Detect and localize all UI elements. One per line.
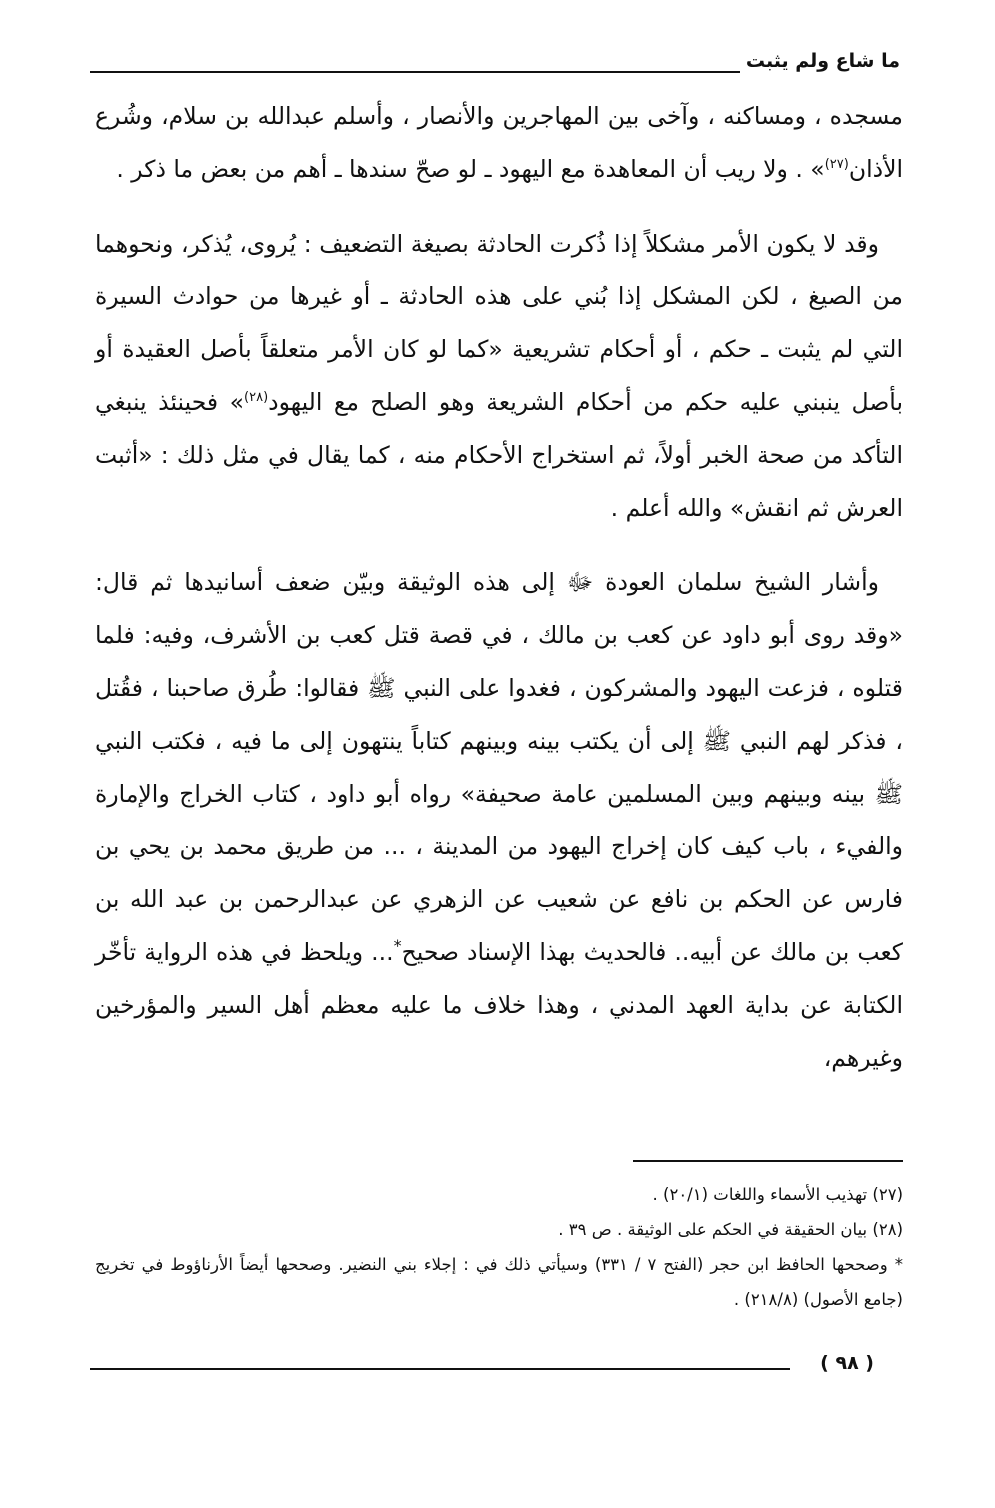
paragraph-1	[95, 90, 903, 196]
footnote-star: * وصححها الحافظ ابن حجر (الفتح ٧ / ٣٣١) وسيأتي ذلك في : إجلاء بني النضير. وصححها أيضاً الأرناؤوط في تخريج (جامع الأصول) (٢١٨/٨) .	[95, 1255, 903, 1309]
page-number: ( ٩٨ )	[820, 1352, 874, 1374]
footnote-separator	[633, 1160, 903, 1162]
footnote-ref-28: (٢٨)	[244, 390, 269, 406]
paragraph-2	[95, 218, 903, 535]
paragraph-3	[95, 556, 903, 1084]
footnote-28: (٢٨) بيان الحقيقة في الحكم على الوثيقة . ص ٣٩ .	[558, 1220, 903, 1239]
footer-rule	[90, 1368, 790, 1370]
paragraph-2-text: وقد لا يكون الأمر مشكلاً إذا ذُكرت الحادثة بصيغة التضعيف : يُروى، يُذكر، ونحوهما من الصيغ ، لكن المشكل إذا بُني على هذه الحادثة ـ أو غيرها من حوادث السيرة التي لم يثبت ـ حكم ، أو أحكام تشريعية «كما لو كان الأمر متعلقاً بأصل العقيدة أو بأصل ينبني عليه حكم من أحكام الشريعة وهو الصلح مع اليهود	[95, 229, 904, 416]
paragraph-2-text-end: » فحينئذ ينبغي التأكد من صحة الخبر أولاً، ثم استخراج الأحكام منه ، كما يقال في مثل ذلك : «أثبت العرش ثم انقش» والله أعلم .	[95, 387, 903, 522]
header-rule	[90, 71, 740, 73]
main-text	[95, 90, 903, 1084]
paragraph-1-text: مسجده ، ومساكنه ، وآخى بين المهاجرين والأنصار ، وأسلم عبدالله بن سلام، وشُرع الأذان	[95, 102, 903, 183]
footnotes	[95, 1177, 903, 1317]
footnote-ref-star: *	[393, 936, 402, 956]
paragraph-1-text-end: » . ولا ريب أن المعاهدة مع اليهود ـ لو صحّ سندها ـ أهم من بعض ما ذكر .	[116, 154, 825, 183]
paragraph-3-text-end: ... ويلحظ في هذه الرواية تأخّر الكتابة عن بداية العهد المدني ، وهذا خلاف ما عليه معظم أهل السير والمؤرخين وغيرهم،	[95, 937, 903, 1072]
footnote-27: (٢٧) تهذيب الأسماء واللغات (٢٠/١) .	[652, 1185, 903, 1204]
footnote-ref-27: (٢٧)	[824, 156, 849, 172]
paragraph-3-text: وأشار الشيخ سلمان العودة ﷻ إلى هذه الوثيقة وبيّن ضعف أسانيدها ثم قال: «وقد روى أبو داود عن كعب بن مالك ، في قصة قتل كعب بن الأشرف، وفيه: فلما قتلوه ، فزعت اليهود والمشركون ، فغدوا على النبي ﷺ فقالوا: طُرق صاحبنا ، فقُتل ، فذكر لهم النبي ﷺ إلى أن يكتب بينه وبينهم كتاباً ينتهون إلى ما فيه ، فكتب النبي ﷺ بينه وبينهم وبين المسلمين عامة صحيفة» رواه أبو داود ، كتاب الخراج والإمارة والفيء ، باب كيف كان إخراج اليهود من المدينة ، ... من طريق محمد بن يحي بن فارس عن الحكم بن نافع عن شعيب عن الزهري عن عبدالرحمن بن عبد الله بن كعب بن مالك عن أبيه.. فالحديث بهذا الإسناد صحيح	[95, 568, 903, 966]
running-header-title: ما شاع ولم يثبت	[745, 50, 900, 72]
page-footer	[90, 1350, 902, 1380]
